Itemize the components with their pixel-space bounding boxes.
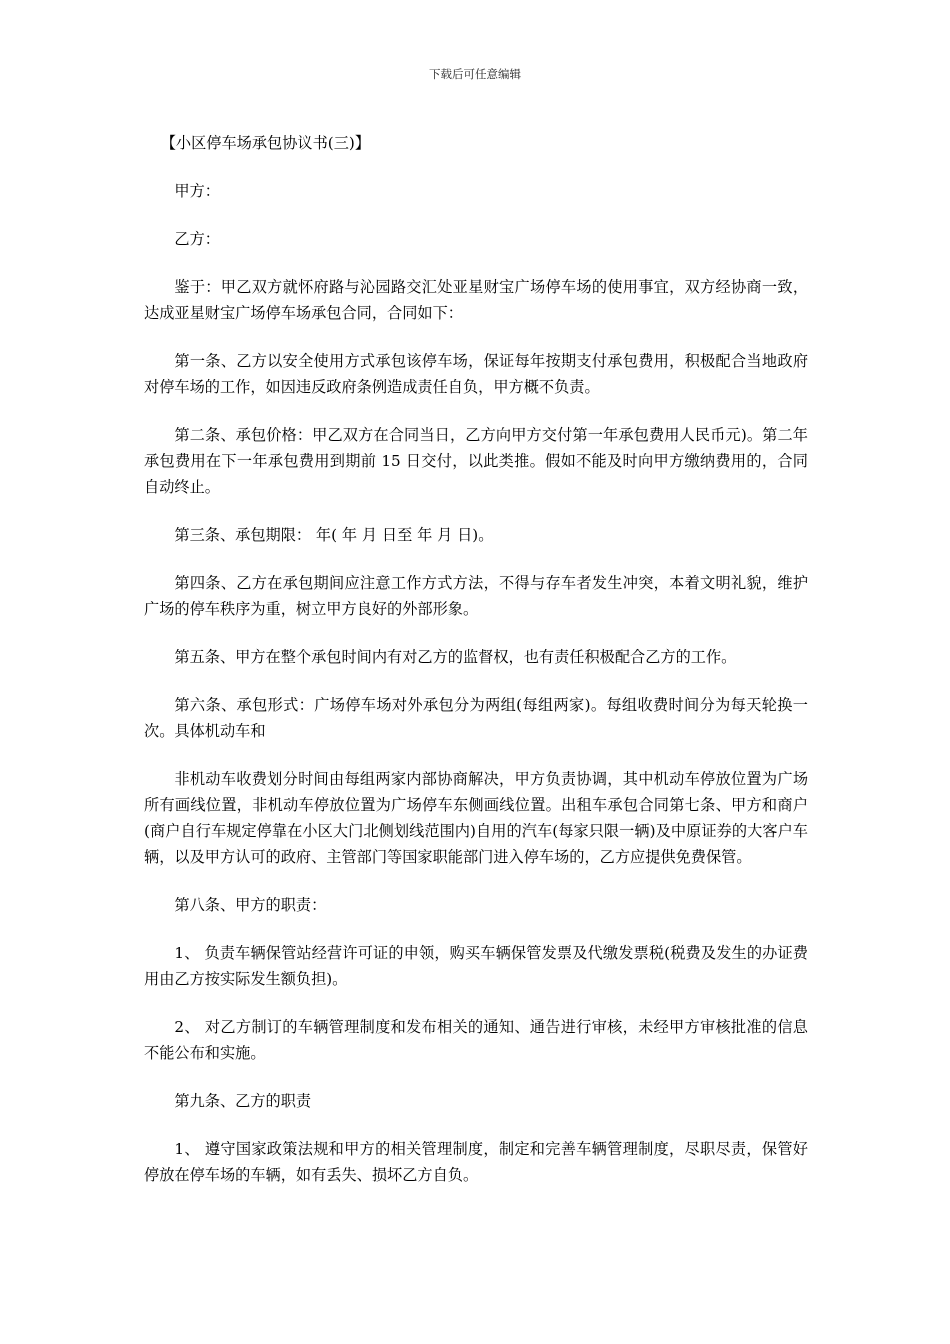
article-8-item-2: 2、 对乙方制订的车辆管理制度和发布相关的通知、通告进行审核，未经甲方审核批准的信息不能公布和实施。 xyxy=(144,1018,808,1062)
article-6-continued: 非机动车收费划分时间由每组两家内部协商解决，甲方负责协调，其中机动车停放位置为广场所有画线位置，非机动车停放位置为广场停车东侧画线位置。出租车承包合同第七条、甲方和商户(商户自行车规定停靠在小区大门北侧划线范围内)自用的汽车(每家只限一辆)及中原证券的大客户车辆，以及甲方认可的政府、主管部门等国家职能部门进入停车场的，乙方应提供免费保管。 xyxy=(144,770,808,866)
document-title: 【小区停车场承包协议书(三)】 xyxy=(160,134,371,152)
article-5: 第五条、甲方在整个承包时间内有对乙方的监督权，也有责任积极配合乙方的工作。 xyxy=(174,648,737,666)
article-1: 第一条、乙方以安全使用方式承包该停车场，保证每年按期支付承包费用，积极配合当地政府对停车场的工作，如因违反政府条例造成责任自负，甲方概不负责。 xyxy=(144,352,808,396)
article-8-heading: 第八条、甲方的职责： xyxy=(174,896,327,914)
party-a-line: 甲方： xyxy=(174,182,220,200)
article-4: 第四条、乙方在承包期间应注意工作方式方法，不得与存车者发生冲突，本着文明礼貌，维护广场的停车秩序为重，树立甲方良好的外部形象。 xyxy=(144,574,808,618)
article-6: 第六条、承包形式：广场停车场对外承包分为两组(每组两家)。每组收费时间分为每天轮换一次。具体机动车和 xyxy=(144,696,808,740)
page-header: 下载后可任意编辑 xyxy=(429,67,521,81)
article-8-item-1: 1、 负责车辆保管站经营许可证的申领，购买车辆保管发票及代缴发票税(税费及发生的办证费用由乙方按实际发生额负担)。 xyxy=(144,944,808,988)
document-body xyxy=(144,130,808,1210)
article-3: 第三条、承包期限： 年( 年 月 日至 年 月 日)。 xyxy=(174,526,494,544)
preamble-paragraph: 鉴于：甲乙双方就怀府路与沁园路交汇处亚星财宝广场停车场的使用事宜，双方经协商一致，达成亚星财宝广场停车场承包合同，合同如下： xyxy=(144,278,808,322)
article-9-item-1: 1、 遵守国家政策法规和甲方的相关管理制度，制定和完善车辆管理制度，尽职尽责，保管好停放在停车场的车辆，如有丢失、损坏乙方自负。 xyxy=(144,1140,808,1184)
article-2: 第二条、承包价格：甲乙双方在合同当日，乙方向甲方交付第一年承包费用人民币元)。第二年承包费用在下一年承包费用到期前 15 日交付，以此类推。假如不能及时向甲方缴纳费用的，合同自动终止。 xyxy=(144,426,808,496)
article-9-heading: 第九条、乙方的职责 xyxy=(174,1092,312,1110)
party-b-line: 乙方： xyxy=(174,230,220,248)
